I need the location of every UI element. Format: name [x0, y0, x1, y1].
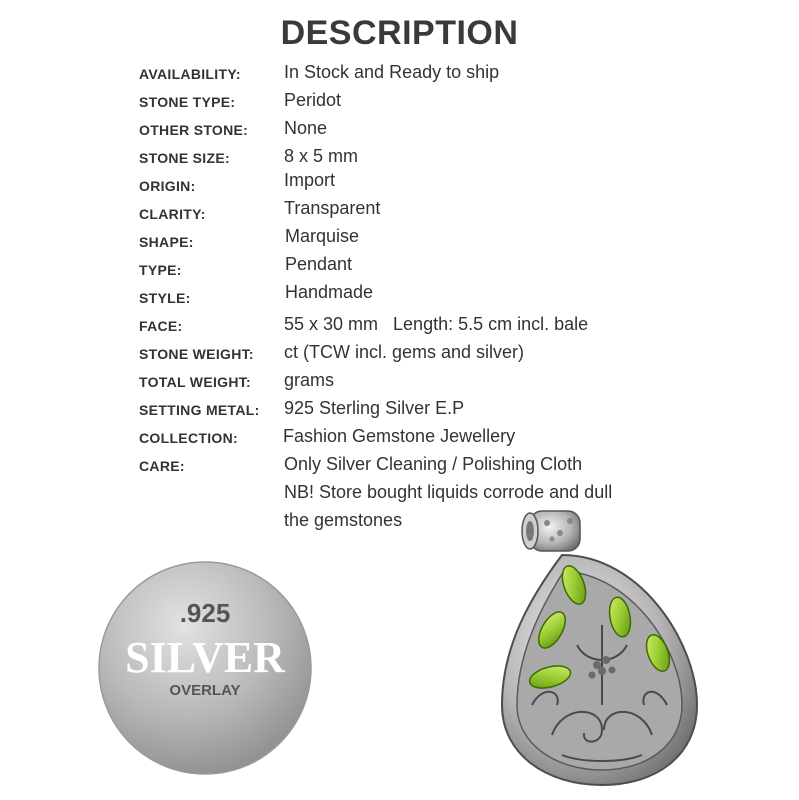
spec-label: SETTING METAL:	[139, 402, 260, 418]
page-title: DESCRIPTION	[280, 14, 519, 52]
spec-value: In Stock and Ready to ship	[284, 62, 500, 82]
spec-label: AVAILABILITY:	[139, 66, 241, 82]
spec-row	[0, 142, 799, 170]
spec-value: Only Silver Cleaning / Polishing Cloth	[284, 454, 583, 474]
badge-bottom-text: OVERLAY	[169, 682, 241, 699]
spec-value: Fashion Gemstone Jewellery	[283, 426, 516, 446]
spec-value: grams	[284, 370, 335, 390]
spec-value: Import	[284, 170, 336, 190]
spec-label: STYLE:	[139, 290, 191, 306]
spec-value: 55 x 30 mm Length: 5.5 cm incl. bale	[284, 314, 589, 334]
spec-value: None	[284, 118, 328, 138]
spec-value: ct (TCW incl. gems and silver)	[284, 342, 525, 362]
spec-row	[0, 422, 799, 450]
badge-top-text: .925	[179, 598, 231, 628]
spec-row	[0, 366, 799, 394]
spec-label: TOTAL WEIGHT:	[139, 374, 252, 390]
spec-label: STONE WEIGHT:	[139, 346, 254, 362]
spec-value: Handmade	[285, 282, 374, 302]
badge-middle-text: SILVER	[125, 633, 285, 682]
spec-row	[0, 86, 799, 114]
spec-value: 8 x 5 mm	[284, 146, 359, 166]
spec-row	[0, 310, 799, 338]
spec-label: STONE TYPE:	[139, 94, 236, 110]
spec-label: SHAPE:	[139, 234, 194, 250]
silver-overlay-badge	[97, 560, 313, 776]
spec-row	[0, 282, 799, 310]
peridot-pendant-image	[492, 505, 702, 790]
care-note-line: NB! Store bought liquids corrode and dull	[284, 482, 613, 502]
spec-label: CARE:	[139, 458, 185, 474]
care-note-line: the gemstones	[284, 510, 403, 530]
spec-row	[0, 226, 799, 254]
spec-value: Pendant	[285, 254, 353, 274]
spec-row	[0, 254, 799, 282]
spec-value: Marquise	[285, 226, 360, 246]
spec-label: TYPE:	[139, 262, 182, 278]
bale	[522, 511, 580, 551]
spec-label: ORIGIN:	[139, 178, 196, 194]
spec-row	[0, 114, 799, 142]
spec-row	[0, 394, 799, 422]
spec-row	[0, 170, 799, 198]
spec-row	[0, 450, 799, 478]
care-note-row	[0, 478, 799, 506]
spec-value: Peridot	[284, 90, 342, 110]
spec-label: COLLECTION:	[139, 430, 238, 446]
spec-value: Transparent	[284, 198, 381, 218]
spec-label: FACE:	[139, 318, 183, 334]
spec-value: 925 Sterling Silver E.P	[284, 398, 465, 418]
spec-label: OTHER STONE:	[139, 122, 249, 138]
spec-row	[0, 338, 799, 366]
spec-label: CLARITY:	[139, 206, 206, 222]
spec-row	[0, 58, 799, 86]
spec-row	[0, 198, 799, 226]
spec-label: STONE SIZE:	[139, 150, 230, 166]
